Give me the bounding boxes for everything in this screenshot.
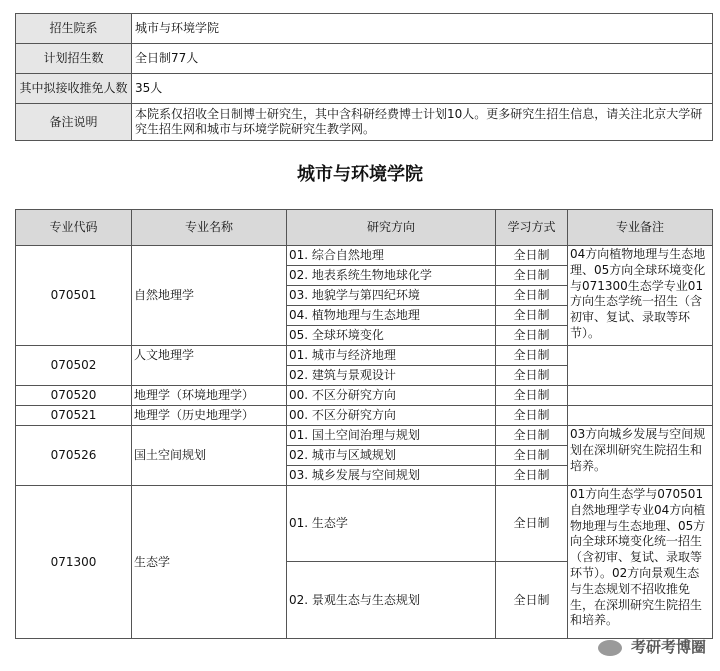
table-header-row	[16, 210, 713, 246]
mode-cell: 全日制	[496, 446, 568, 466]
major-note: 03方向城乡发展与空间规划在深圳研究生院招生和培养。	[568, 426, 713, 486]
major-note	[568, 346, 713, 386]
major-code: 071300	[16, 486, 132, 639]
watermark-text: 考研考博圈	[630, 638, 706, 656]
major-note: 04方向植物地理与生态地理、05方向全球环境变化与071300生态学专业01方向生态学统一招生（含初审、复试、录取等环节）。	[568, 246, 713, 346]
direction-cell: 03. 地貌学与第四纪环境	[287, 286, 496, 306]
info-label: 招生院系	[16, 14, 132, 44]
mode-cell: 全日制	[496, 246, 568, 266]
header-direction: 研究方向	[287, 210, 496, 246]
mode-cell: 全日制	[496, 562, 568, 639]
mode-cell: 全日制	[496, 306, 568, 326]
info-value: 35人	[132, 74, 713, 104]
mode-cell: 全日制	[496, 286, 568, 306]
mode-cell: 全日制	[496, 406, 568, 426]
direction-cell: 05. 全球环境变化	[287, 326, 496, 346]
mode-cell: 全日制	[496, 326, 568, 346]
table-row	[16, 426, 713, 446]
header-mode: 学习方式	[496, 210, 568, 246]
direction-cell: 02. 地表系统生物地球化学	[287, 266, 496, 286]
info-value: 本院系仅招收全日制博士研究生，其中含科研经费博士计划10人。更多研究生招生信息，请关注北京大学研究生招生网和城市与环境学院研究生教学网。	[132, 104, 713, 141]
major-name: 国土空间规划	[132, 426, 287, 486]
major-code: 070502	[16, 346, 132, 386]
major-code: 070501	[16, 246, 132, 346]
direction-cell: 00. 不区分研究方向	[287, 386, 496, 406]
major-name: 自然地理学	[132, 246, 287, 346]
major-code: 070526	[16, 426, 132, 486]
direction-cell: 01. 综合自然地理	[287, 246, 496, 266]
direction-cell: 04. 植物地理与生态地理	[287, 306, 496, 326]
major-note: 01方向生态学与070501自然地理学专业04方向植物地理与生态地理、05方向全球环境变化统一招生（含初审、复试、录取等环节）。02方向景观生态与生态规划不招收推免生，在深圳研究生院招生和培养。	[568, 486, 713, 639]
header-code: 专业代码	[16, 210, 132, 246]
mode-cell: 全日制	[496, 466, 568, 486]
major-code: 070521	[16, 406, 132, 426]
section-title: 城市与环境学院	[297, 164, 423, 185]
info-row-plan	[16, 44, 713, 74]
table-row	[16, 386, 713, 406]
direction-cell: 02. 建筑与景观设计	[287, 366, 496, 386]
major-name: 生态学	[132, 486, 287, 639]
header-name: 专业名称	[132, 210, 287, 246]
mode-cell: 全日制	[496, 266, 568, 286]
program-table	[15, 209, 713, 639]
header-note: 专业备注	[568, 210, 713, 246]
table-row	[16, 346, 713, 366]
major-name: 地理学（环境地理学）	[132, 386, 287, 406]
direction-cell: 00. 不区分研究方向	[287, 406, 496, 426]
info-row-department	[16, 14, 713, 44]
table-row	[16, 246, 713, 266]
mode-cell: 全日制	[496, 486, 568, 562]
mode-cell: 全日制	[496, 426, 568, 446]
watermark	[598, 636, 706, 657]
major-code: 070520	[16, 386, 132, 406]
direction-cell: 03. 城乡发展与空间规划	[287, 466, 496, 486]
direction-cell: 02. 景观生态与生态规划	[287, 562, 496, 639]
wechat-icon	[598, 640, 622, 656]
info-value: 城市与环境学院	[132, 14, 713, 44]
info-table	[15, 13, 713, 141]
info-label: 其中拟接收推免人数	[16, 74, 132, 104]
mode-cell: 全日制	[496, 366, 568, 386]
mode-cell: 全日制	[496, 386, 568, 406]
info-row-remarks	[16, 104, 713, 141]
direction-cell: 01. 城市与经济地理	[287, 346, 496, 366]
info-value: 全日制77人	[132, 44, 713, 74]
major-name: 人文地理学	[132, 346, 287, 386]
direction-cell: 02. 城市与区域规划	[287, 446, 496, 466]
mode-cell: 全日制	[496, 346, 568, 366]
info-label: 计划招生数	[16, 44, 132, 74]
major-note	[568, 406, 713, 426]
info-label: 备注说明	[16, 104, 132, 141]
direction-cell: 01. 国土空间治理与规划	[287, 426, 496, 446]
major-name: 地理学（历史地理学）	[132, 406, 287, 426]
table-row	[16, 486, 713, 562]
table-row	[16, 406, 713, 426]
info-row-recommend	[16, 74, 713, 104]
major-note	[568, 386, 713, 406]
direction-cell: 01. 生态学	[287, 486, 496, 562]
